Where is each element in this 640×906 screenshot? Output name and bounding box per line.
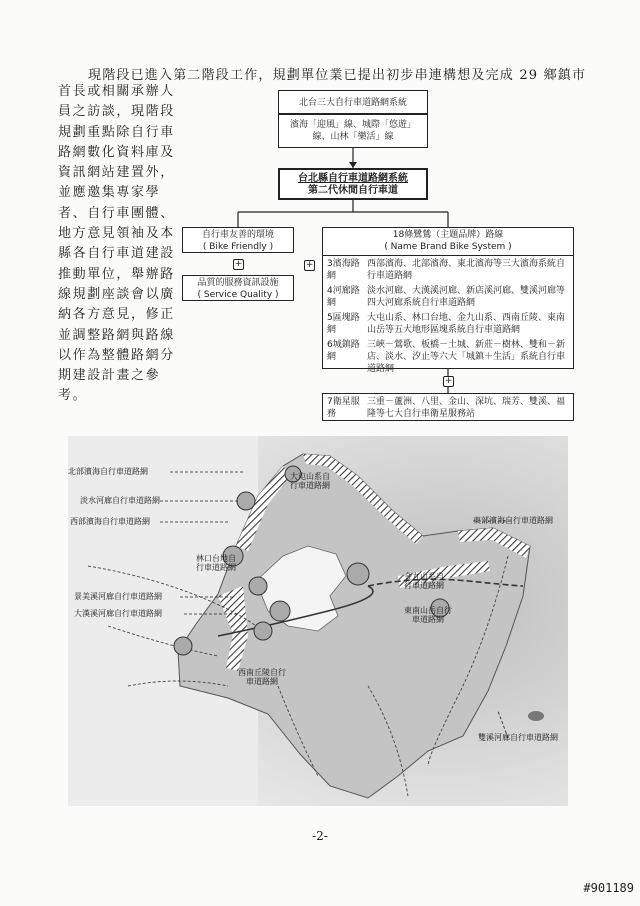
bike-friendly-box [182, 227, 294, 253]
map-label-west-coast: 西部濱海自行車道路網 [70, 517, 150, 526]
route-desc: 淡水河廊、大漢溪河廊、新店溪河廊、雙溪河廊等四大河廊系統自行車道路網 [367, 286, 566, 308]
route-label: 5區塊路網 [327, 313, 360, 335]
network-title: 台北縣自行車道路網系統 [298, 173, 408, 184]
plus-icon: + [234, 259, 243, 269]
brand-header-title: 18條鷺鷥（主題品牌）路線 [392, 230, 504, 240]
map-label-southwest: 西南丘陵自行車道路網 [238, 668, 286, 686]
service-quality-box [182, 275, 294, 301]
satellite-desc: 三重－蘆洲、八里、金山、深坑、瑞芳、雙溪、福隆等七大自行車衛星服務站 [367, 397, 566, 419]
brand-header [323, 228, 573, 256]
route-row [323, 283, 573, 310]
diagram-top-routes: 濱海「迎風」線、城際「悠遊」線、山林「樂活」線 [278, 114, 428, 148]
brand-routes-box [322, 227, 574, 374]
map-label-tamsui: 淡水河廊自行車道路網 [80, 496, 160, 505]
network-title-box [278, 168, 428, 200]
satellite-box [322, 393, 574, 421]
intro-line: 現階段已進入第二階段工作，規劃單位業已提出初步串連構想及完成 29 鄉鎮市 [88, 68, 587, 83]
side-paragraph: 首長或相關承辦人員之訪談，現階段規劃重點除自行車路網數化資料庫及資訊網站建置外，並應邀集專家學者、自行車團體、地方意見領袖及本縣各自行車道建設推動單位，舉辦路線規劃座談會以廣納各方意見，修正並調整路網與路線以作為整體路網分期建設計畫之參考。 [58, 84, 175, 404]
route-desc: 三峽－鶯歌、板橋－土城、新莊－樹林、雙和－新店、淡水、汐止等六大「城鎮＋生活」系統自行車道路網 [367, 340, 566, 374]
map-label-north-coast: 北部濱海自行車道路網 [68, 467, 148, 476]
bike-friendly-label: 自行車友善的環境 [201, 230, 274, 240]
route-label: 4河廊路網 [327, 286, 360, 308]
route-desc: 西部濱海、北部濱海、東北濱海等三大濱海系統自行車道路網 [367, 259, 566, 281]
route-row [323, 310, 573, 337]
map-label-northeast: 東部濱海自行車道路網 [473, 516, 553, 525]
diagram-top-title: 北台三大自行車道路網系統 [278, 90, 428, 114]
map-label-linkou: 林口台地自行車道路網 [196, 554, 236, 572]
service-quality-label: 品質的服務資訊設施 [197, 278, 279, 288]
route-desc: 大屯山系、林口台地、金九山系、西南丘陵、東南山岳等五大地形區塊系統自行車道路網 [367, 313, 566, 335]
map-label-jinjiu: 金九山系自行車道路網 [404, 572, 444, 590]
plus-icon: + [444, 376, 453, 386]
map-label-southeast: 東南山岳自行車道路網 [404, 606, 452, 624]
map-label-jingmei: 景美溪河廊自行車道路網 [74, 592, 162, 601]
page-number: -2- [312, 829, 328, 843]
map-label-datun: 大屯山系自行車道路網 [290, 472, 330, 490]
bike-friendly-en: ( Bike Friendly ) [202, 242, 274, 252]
service-quality-en: ( Service Quality ) [197, 290, 279, 300]
document-code: #901189 [583, 881, 634, 895]
route-label: 3濱海路網 [327, 259, 360, 281]
brand-header-en: ( Name Brand Bike System ) [384, 242, 512, 252]
route-row [323, 256, 573, 283]
map-leaders [68, 436, 568, 806]
route-row [323, 337, 573, 376]
satellite-label: 7衛星服務 [327, 397, 360, 419]
map-label-dahan: 大漢溪河廊自行車道路網 [74, 609, 162, 618]
plus-icon: + [305, 260, 314, 270]
map-label-shuangxi: 雙溪河廊自行車道路網 [478, 733, 558, 742]
route-label: 6城鎮路網 [327, 340, 360, 362]
bike-network-map [68, 436, 568, 806]
network-subtitle: 第二代休閒自行車道 [308, 185, 398, 196]
